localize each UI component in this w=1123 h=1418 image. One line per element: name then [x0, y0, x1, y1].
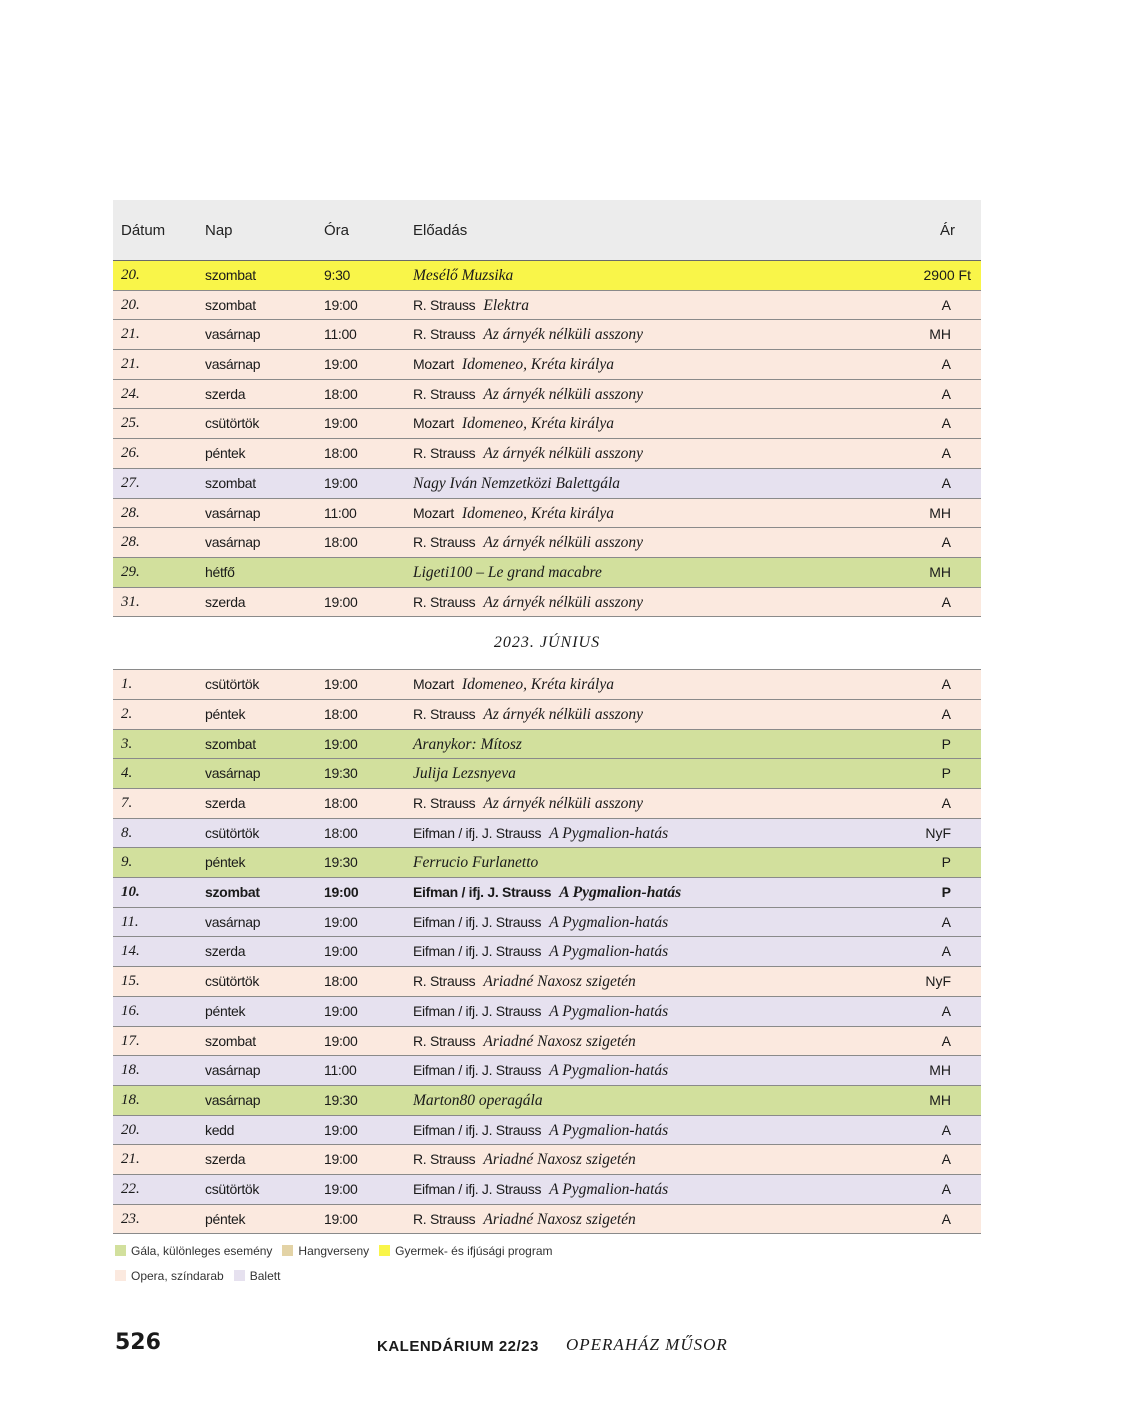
row-title: A Pygmalion-hatás [549, 1062, 669, 1080]
table-row [113, 759, 981, 789]
row-composer: Eifman / ifj. J. Strauss [413, 1121, 542, 1138]
table-row [113, 730, 981, 760]
legend-label: Gála, különleges esemény [131, 1244, 273, 1258]
table-row [113, 1145, 981, 1175]
row-composer: Eifman / ifj. J. Strauss [413, 1002, 542, 1019]
row-day: péntek [205, 445, 246, 462]
row-day: vasárnap [205, 326, 261, 343]
row-time: 19:00 [324, 1180, 358, 1197]
row-price: P [941, 765, 951, 782]
legend-item [379, 1244, 552, 1259]
page-number: 526 [115, 1330, 161, 1355]
row-day: szombat [205, 267, 256, 283]
legend-label: Hangverseny [298, 1244, 370, 1258]
row-composer: Mozart [413, 504, 454, 521]
table-row [113, 291, 981, 321]
row-title: Julija Lezsnyeva [413, 765, 516, 783]
legend-swatch [282, 1245, 293, 1256]
row-price: A [941, 385, 951, 402]
table-row [113, 499, 981, 529]
table-row [113, 908, 981, 938]
row-price: A [941, 534, 951, 551]
row-title: Az árnyék nélküli asszony [483, 705, 644, 723]
row-date: 23. [121, 1210, 140, 1227]
row-title: Ariadné Naxosz szigetén [483, 1151, 636, 1169]
row-day: szerda [205, 1151, 246, 1168]
row-composer: R. Strauss [413, 296, 476, 313]
row-performance [413, 759, 516, 789]
table-row [113, 967, 981, 997]
row-day: péntek [205, 1210, 246, 1227]
row-composer: Eifman / ifj. J. Strauss [413, 1180, 542, 1197]
row-composer: R. Strauss [413, 593, 476, 610]
row-price: A [941, 795, 951, 811]
row-performance [413, 409, 614, 439]
row-performance [413, 588, 643, 618]
row-time: 19:00 [324, 943, 358, 960]
row-time: 9:30 [324, 267, 351, 283]
row-performance [413, 937, 668, 967]
row-day: csütörtök [205, 676, 260, 693]
row-composer: Mozart [413, 356, 454, 373]
row-date: 20. [121, 296, 140, 313]
row-title: Ferrucio Furlanetto [413, 854, 539, 872]
row-performance [413, 1027, 636, 1057]
row-date: 21. [121, 326, 140, 343]
row-composer: R. Strauss [413, 1210, 476, 1227]
june-rows [113, 670, 981, 1234]
row-title: A Pygmalion-hatás [549, 1121, 669, 1139]
table-row [113, 1027, 981, 1057]
row-title: Nagy Iván Nemzetközi Balettgála [413, 474, 621, 492]
row-day: szombat [205, 884, 260, 901]
row-date: 18. [121, 1091, 140, 1108]
schedule-table [113, 200, 981, 1234]
legend-swatch [234, 1270, 245, 1281]
row-day: szombat [205, 474, 256, 491]
row-time: 19:00 [324, 356, 358, 373]
row-price: MH [929, 504, 951, 521]
row-date: 22. [121, 1180, 140, 1197]
row-performance [413, 528, 643, 558]
row-performance [413, 1086, 543, 1116]
row-performance [413, 1116, 668, 1146]
table-row [113, 1116, 981, 1146]
row-composer: R. Strauss [413, 534, 476, 551]
row-title: Aranykor: Mítosz [413, 735, 522, 753]
row-price: A [941, 415, 951, 432]
row-price: MH [929, 1062, 951, 1079]
row-title: Az árnyék nélküli asszony [483, 445, 644, 463]
table-row [113, 670, 981, 700]
row-title: Az árnyék nélküli asszony [483, 385, 644, 403]
row-time: 18:00 [324, 795, 358, 811]
header-show: Előadás [413, 222, 468, 239]
row-composer: Eifman / ifj. J. Strauss [413, 943, 542, 960]
row-day: szerda [205, 593, 246, 610]
row-time: 19:00 [324, 1121, 358, 1138]
row-price: MH [929, 326, 951, 343]
row-date: 11. [121, 913, 139, 930]
row-performance [413, 1145, 636, 1175]
row-day: vasárnap [205, 1062, 261, 1079]
row-date: 16. [121, 1002, 140, 1019]
row-performance [413, 730, 522, 760]
row-title: A Pygmalion-hatás [549, 943, 669, 961]
row-date: 20. [121, 1121, 140, 1138]
page-footer [0, 1330, 1123, 1360]
row-title: Ariadné Naxosz szigetén [483, 1032, 636, 1050]
table-row [113, 350, 981, 380]
row-price: NyF [925, 973, 951, 990]
row-date: 15. [121, 973, 140, 990]
row-title: Idomeneo, Kréta királya [462, 504, 614, 522]
row-performance [413, 439, 643, 469]
row-day: csütörtök [205, 973, 260, 990]
row-title: A Pygmalion-hatás [549, 1002, 669, 1020]
row-date: 24. [121, 385, 140, 402]
row-performance [413, 499, 614, 529]
row-price: A [941, 1121, 951, 1138]
legend [115, 1244, 563, 1294]
legend-label: Opera, színdarab [131, 1269, 224, 1283]
row-day: vasárnap [205, 356, 261, 373]
table-row [113, 997, 981, 1027]
row-time: 19:00 [324, 415, 358, 432]
row-time: 18:00 [324, 445, 358, 462]
row-time: 19:00 [324, 1032, 358, 1049]
row-title: Elektra [483, 296, 529, 314]
row-day: vasárnap [205, 913, 261, 930]
row-composer: R. Strauss [413, 795, 476, 811]
row-price: A [941, 1180, 951, 1197]
table-header [113, 200, 981, 260]
row-price: A [941, 705, 951, 722]
row-time: 18:00 [324, 973, 358, 990]
header-price: Ár [940, 222, 955, 239]
table-row [113, 528, 981, 558]
row-price: A [941, 676, 951, 693]
row-composer: R. Strauss [413, 385, 476, 402]
row-performance [413, 1205, 636, 1235]
row-title: A Pygmalion-hatás [549, 1180, 669, 1198]
row-performance [413, 967, 636, 997]
row-composer: R. Strauss [413, 1032, 476, 1049]
table-row [113, 1205, 981, 1235]
row-title: A Pygmalion-hatás [549, 824, 669, 842]
row-time: 18:00 [324, 385, 358, 402]
legend-label: Balett [249, 1269, 281, 1283]
row-performance [413, 1175, 668, 1205]
table-row [113, 260, 981, 291]
legend-line [115, 1244, 563, 1269]
row-performance [413, 997, 668, 1027]
row-date: 25. [121, 415, 140, 432]
row-time: 18:00 [324, 705, 358, 722]
may-rows [113, 260, 981, 617]
row-date: 17. [121, 1032, 140, 1049]
row-composer: Eifman / ifj. J. Strauss [413, 1062, 542, 1079]
row-day: péntek [205, 1002, 246, 1019]
row-price: A [941, 1151, 951, 1168]
row-composer: Mozart [413, 415, 454, 432]
legend-label: Gyermek- és ifjúsági program [395, 1244, 553, 1258]
row-day: csütörtök [205, 1180, 260, 1197]
row-time: 19:00 [324, 296, 358, 313]
header-date: Dátum [121, 222, 166, 239]
row-composer: R. Strauss [413, 445, 476, 462]
table-row [113, 558, 981, 588]
row-price: A [941, 1032, 951, 1049]
table-row [113, 588, 981, 618]
row-day: vasárnap [205, 765, 261, 782]
row-day: csütörtök [205, 824, 260, 841]
row-day: csütörtök [205, 415, 260, 432]
row-date: 9. [121, 854, 133, 871]
row-performance [413, 469, 620, 499]
table-row [113, 439, 981, 469]
table-row [113, 320, 981, 350]
row-performance [413, 558, 602, 588]
table-row [113, 878, 981, 908]
row-title: Ariadné Naxosz szigetén [483, 1210, 636, 1228]
row-title: Idomeneo, Kréta királya [462, 676, 614, 694]
legend-item [282, 1244, 369, 1259]
row-price: A [941, 356, 951, 373]
row-date: 7. [121, 795, 133, 811]
table-row [113, 819, 981, 849]
row-performance [413, 670, 614, 700]
row-time: 19:00 [324, 474, 358, 491]
row-performance [413, 819, 668, 849]
row-time: 19:30 [324, 854, 358, 871]
legend-item [234, 1269, 281, 1284]
row-price: NyF [925, 824, 951, 841]
row-date: 21. [121, 356, 140, 373]
row-date: 27. [121, 474, 140, 491]
table-row [113, 789, 981, 819]
row-price: A [941, 1002, 951, 1019]
row-day: hétfő [205, 563, 235, 580]
table-row [113, 409, 981, 439]
table-row [113, 700, 981, 730]
row-day: péntek [205, 854, 246, 871]
row-time: 18:00 [324, 534, 358, 551]
row-composer: Mozart [413, 676, 454, 693]
row-date: 20. [121, 267, 140, 283]
row-date: 18. [121, 1062, 140, 1079]
row-time: 19:30 [324, 765, 358, 782]
row-composer: Eifman / ifj. J. Strauss [413, 824, 542, 841]
row-title: Idomeneo, Kréta királya [462, 415, 614, 433]
row-composer: Eifman / ifj. J. Strauss [413, 884, 552, 901]
header-day: Nap [205, 222, 233, 239]
row-date: 10. [121, 884, 140, 901]
row-time: 19:00 [324, 593, 358, 610]
section-title: OPERAHÁZ MŰSOR [566, 1335, 728, 1354]
row-price: A [941, 296, 951, 313]
row-day: szerda [205, 943, 246, 960]
legend-swatch [379, 1245, 390, 1256]
row-performance [413, 1056, 668, 1086]
row-performance [413, 380, 643, 410]
row-price: MH [929, 1091, 951, 1108]
row-price: A [941, 445, 951, 462]
row-composer: Eifman / ifj. J. Strauss [413, 913, 542, 930]
row-day: vasárnap [205, 534, 261, 551]
row-time: 11:00 [324, 504, 357, 521]
row-title: Az árnyék nélküli asszony [483, 593, 644, 611]
row-composer: R. Strauss [413, 705, 476, 722]
row-performance [413, 908, 668, 938]
row-title: Az árnyék nélküli asszony [483, 795, 644, 812]
row-date: 4. [121, 765, 133, 782]
row-date: 28. [121, 534, 140, 551]
row-time: 19:00 [324, 1002, 358, 1019]
row-price: 2900 Ft [923, 267, 971, 283]
row-day: kedd [205, 1121, 235, 1138]
table-row [113, 1086, 981, 1116]
row-time: 19:00 [324, 676, 358, 693]
legend-swatch [115, 1245, 126, 1256]
row-time: 18:00 [324, 824, 358, 841]
row-price: A [941, 913, 951, 930]
row-date: 2. [121, 705, 133, 722]
row-performance [413, 291, 529, 321]
row-time: 19:00 [324, 913, 358, 930]
row-time: 19:00 [324, 735, 358, 752]
row-time: 11:00 [324, 326, 357, 343]
row-day: szombat [205, 1032, 256, 1049]
row-performance [413, 789, 643, 819]
row-composer: R. Strauss [413, 326, 476, 343]
row-price: A [941, 943, 951, 960]
row-date: 3. [121, 735, 133, 752]
row-day: szerda [205, 795, 246, 811]
row-day: vasárnap [205, 504, 261, 521]
row-composer: R. Strauss [413, 1151, 476, 1168]
row-date: 21. [121, 1151, 140, 1168]
row-time: 19:00 [324, 1210, 358, 1227]
table-row [113, 380, 981, 410]
row-day: szombat [205, 735, 256, 752]
row-date: 14. [121, 943, 140, 960]
row-day: szombat [205, 296, 256, 313]
row-date: 29. [121, 563, 140, 580]
table-row [113, 1175, 981, 1205]
month-heading: 2023. JÚNIUS [113, 617, 981, 670]
row-day: vasárnap [205, 1091, 261, 1108]
row-price: A [941, 593, 951, 610]
row-title: Ariadné Naxosz szigetén [483, 973, 636, 991]
row-performance [413, 320, 643, 350]
legend-item [115, 1244, 272, 1259]
row-price: A [941, 1210, 951, 1227]
row-date: 28. [121, 504, 140, 521]
row-day: szerda [205, 385, 246, 402]
row-title: Mesélő Muzsika [413, 267, 514, 284]
row-time: 11:00 [324, 1062, 357, 1079]
publication-title: KALENDÁRIUM 22/23 [377, 1338, 539, 1355]
row-title: Az árnyék nélküli asszony [483, 534, 644, 552]
legend-swatch [115, 1270, 126, 1281]
row-date: 8. [121, 824, 133, 841]
row-time: 19:00 [324, 1151, 358, 1168]
row-title: Ligeti100 – Le grand macabre [413, 563, 602, 581]
row-time: 19:30 [324, 1091, 358, 1108]
row-title: Idomeneo, Kréta királya [462, 356, 614, 374]
header-time: Óra [324, 222, 350, 239]
table-row [113, 937, 981, 967]
row-performance [413, 350, 614, 380]
row-date: 26. [121, 445, 140, 462]
table-row [113, 1056, 981, 1086]
row-performance [413, 848, 538, 878]
row-price: P [941, 735, 951, 752]
row-time: 19:00 [324, 884, 359, 901]
row-date: 31. [121, 593, 140, 610]
row-price: A [941, 474, 951, 491]
row-performance [413, 878, 681, 908]
row-day: péntek [205, 705, 246, 722]
table-row [113, 848, 981, 878]
legend-line [115, 1269, 563, 1294]
row-title: Az árnyék nélküli asszony [483, 326, 644, 344]
table-row [113, 469, 981, 499]
row-title: A Pygmalion-hatás [559, 884, 682, 902]
row-title: Marton80 operagála [413, 1091, 543, 1109]
legend-item [115, 1269, 224, 1284]
row-price: P [941, 884, 951, 901]
row-composer: R. Strauss [413, 973, 476, 990]
row-performance [413, 700, 643, 730]
row-price: P [941, 854, 951, 871]
row-price: MH [929, 563, 951, 580]
row-title: A Pygmalion-hatás [549, 913, 669, 931]
row-date: 1. [121, 676, 133, 693]
row-performance [413, 261, 513, 291]
